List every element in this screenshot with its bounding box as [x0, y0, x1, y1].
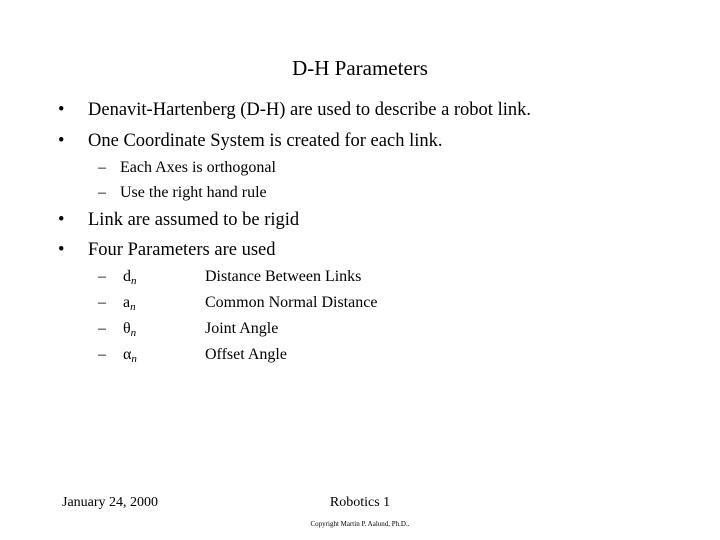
bullet-dot: • [58, 131, 65, 151]
parameter-symbol: $a_n$ [123, 294, 136, 313]
footer-course: Robotics 1 [329, 495, 391, 510]
sub-bullet-item [98, 184, 267, 202]
parameter-description: Offset Angle [205, 346, 287, 363]
bullet-item [58, 240, 276, 261]
footer-copyright: Copyright Martin P. Aalund, Ph.D.. [310, 520, 410, 528]
dash-marker: – [98, 184, 106, 201]
parameter-symbol: $\theta_n$ [123, 320, 137, 339]
bullet-dot: • [58, 240, 65, 260]
parameter-row [98, 346, 518, 368]
parameter-symbol: $d_n$ [123, 268, 137, 287]
parameter-symbol: $\alpha_n$ [123, 346, 137, 365]
slide-title: D-H Parameters [292, 56, 428, 80]
dash-marker: – [98, 159, 106, 176]
parameter-row [98, 320, 518, 342]
dash-marker: – [98, 320, 106, 337]
parameter-description: Distance Between Links [205, 268, 362, 285]
parameter-row [98, 294, 518, 316]
dash-marker: – [98, 294, 106, 311]
bullet-item [58, 131, 442, 152]
footer-date: January 24, 2000 [62, 495, 159, 510]
bullet-text: Denavit-Hartenberg (D-H) are used to describe a robot link. [88, 100, 531, 120]
sub-bullet-text: Use the right hand rule [120, 184, 267, 201]
bullet-text: Link are assumed to be rigid [88, 210, 300, 230]
dash-marker: – [98, 346, 106, 363]
bullet-item [58, 210, 299, 231]
parameter-row [98, 268, 518, 290]
dash-marker: – [98, 268, 106, 285]
bullet-dot: • [58, 210, 65, 230]
parameter-description: Joint Angle [205, 320, 279, 337]
sub-bullet-text: Each Axes is orthogonal [120, 159, 276, 176]
bullet-text: One Coordinate System is created for each link. [88, 131, 443, 151]
bullet-dot: • [58, 100, 65, 120]
bullet-item [58, 100, 531, 121]
bullet-text: Four Parameters are used [88, 240, 276, 260]
sub-bullet-item [98, 159, 276, 177]
parameter-description: Common Normal Distance [205, 294, 378, 311]
